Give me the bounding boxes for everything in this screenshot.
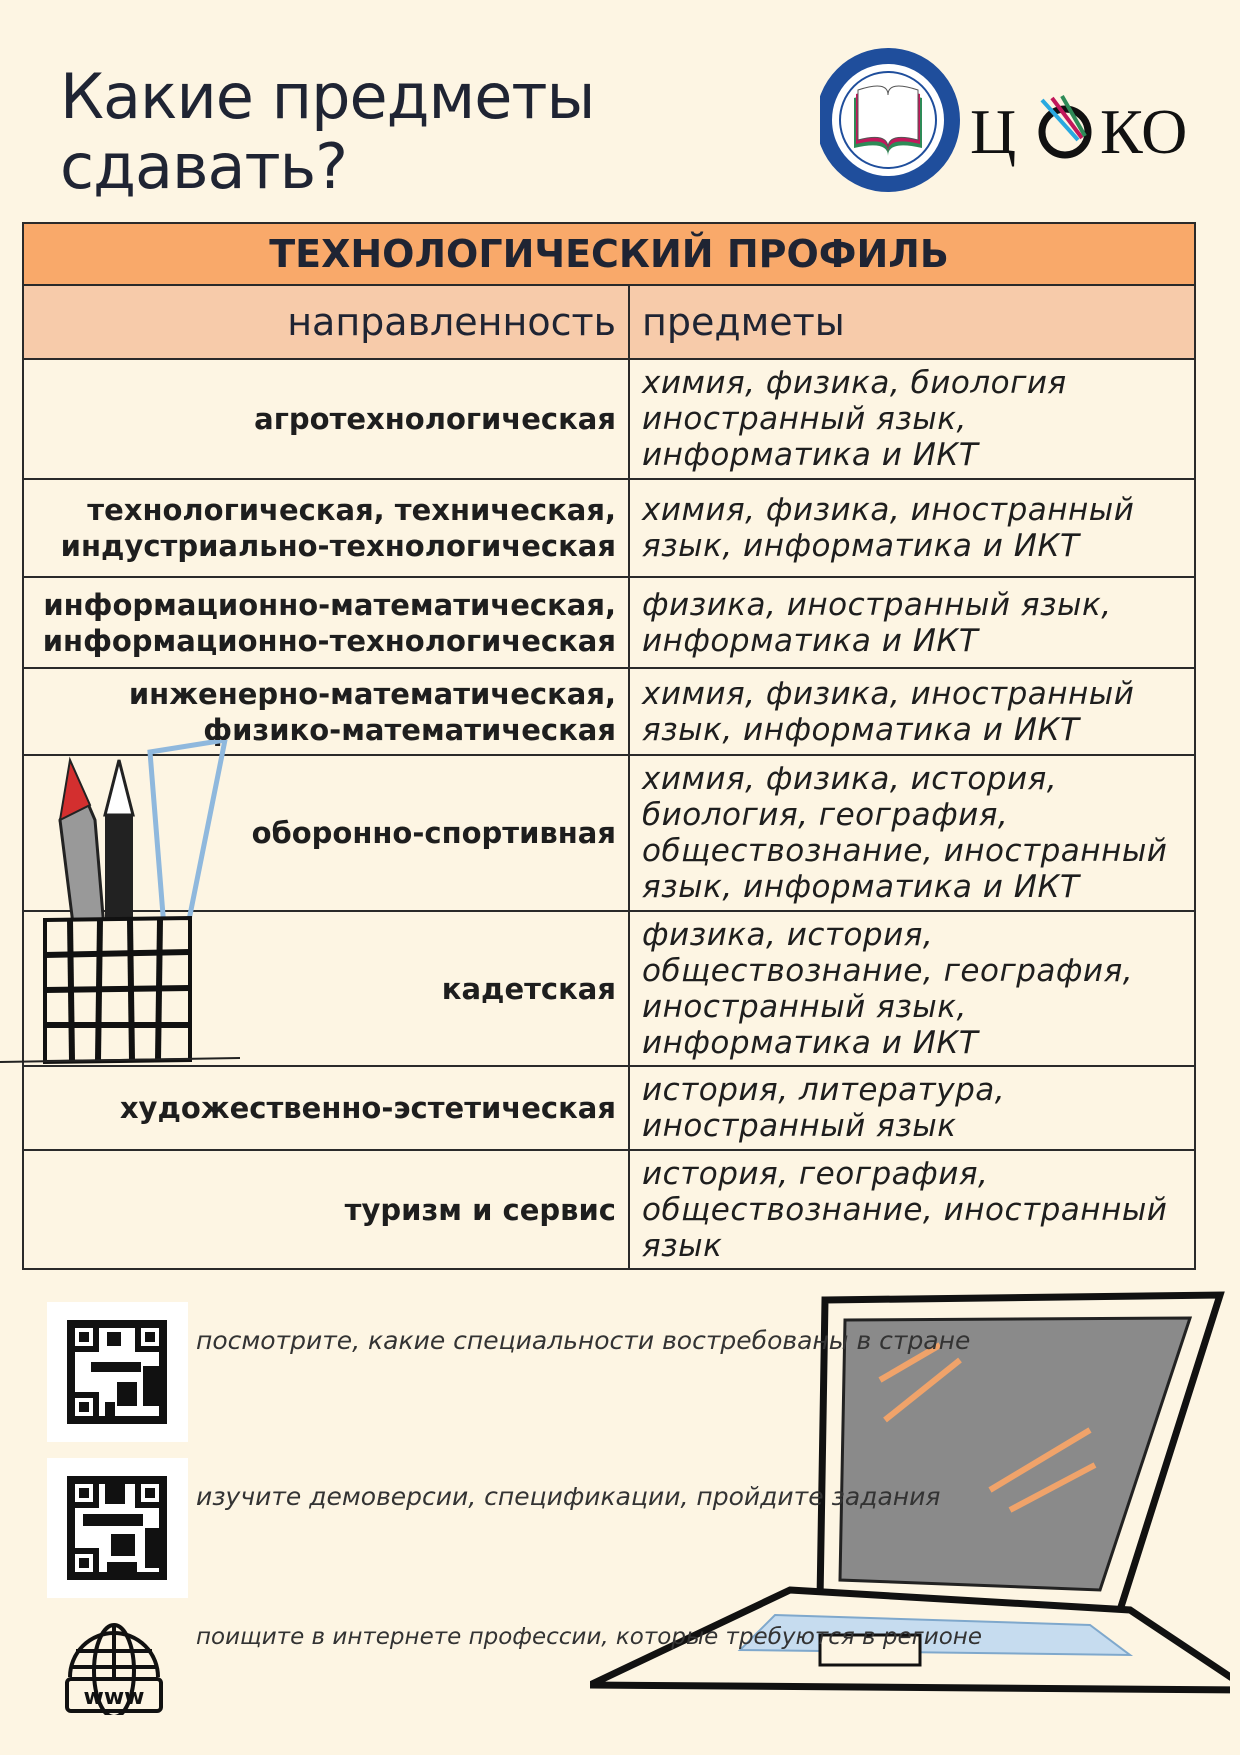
direction-cell: технологическая, техническая, индустриально-технологическая (23, 479, 629, 577)
column-header-direction: направленность (23, 285, 629, 359)
svg-text:Ц: Ц (970, 96, 1017, 167)
tsoko-logo (970, 96, 1187, 167)
page-title (60, 62, 595, 202)
table-row (23, 1066, 1195, 1150)
note-internet: поищите в интернете профессии, которые требуются в регионе (196, 1624, 982, 1650)
direction-cell: оборонно-спортивная (23, 755, 629, 911)
direction-cell: художественно-эстетическая (23, 1066, 629, 1150)
logos (820, 48, 1220, 198)
note-demoversions: изучите демоверсии, спецификации, пройдите задания (196, 1482, 941, 1511)
svg-text:КО: КО (1100, 96, 1188, 167)
subjects-cell: химия, физика, история, биология, география, обществознание, иностранный язык, информатика и ИКТ (629, 755, 1195, 911)
table-row (23, 577, 1195, 668)
direction-cell: агротехнологическая (23, 359, 629, 479)
qr-code-icon[interactable] (47, 1302, 188, 1442)
subjects-cell: физика, история, обществознание, география, иностранный язык, информатика и ИКТ (629, 911, 1195, 1066)
subjects-cell: химия, физика, биология иностранный язык, информатика и ИКТ (629, 359, 1195, 479)
title-line-1: Какие предметы (60, 60, 595, 133)
subjects-cell: история, география, обществознание, иностранный язык (629, 1150, 1195, 1269)
table-row (23, 479, 1195, 577)
subjects-cell: история, литература, иностранный язык (629, 1066, 1195, 1150)
direction-cell: туризм и сервис (23, 1150, 629, 1269)
title-line-2: сдавать? (60, 130, 348, 203)
profile-title: ТЕХНОЛОГИЧЕСКИЙ ПРОФИЛЬ (23, 223, 1195, 285)
www-label: www (83, 1685, 145, 1710)
table-row (23, 1150, 1195, 1269)
globe-www-icon (64, 1615, 164, 1715)
direction-cell: инженерно-математическая, физико-математическая (23, 668, 629, 755)
pencil-cup-illustration (0, 740, 250, 1070)
direction-cell: кадетская (23, 911, 629, 1066)
column-header-subjects: предметы (629, 285, 1195, 359)
subjects-cell: физика, иностранный язык, информатика и ИКТ (629, 577, 1195, 668)
subjects-cell: химия, физика, иностранный язык, информатика и ИКТ (629, 479, 1195, 577)
ministry-logo (824, 56, 952, 184)
note-specialties: посмотрите, какие специальности востребованы в стране (196, 1326, 971, 1355)
subjects-cell: химия, физика, иностранный язык, информатика и ИКТ (629, 668, 1195, 755)
qr-code-icon[interactable] (47, 1458, 188, 1598)
direction-cell: информационно-математическая, информационно-технологическая (23, 577, 629, 668)
table-row (23, 359, 1195, 479)
